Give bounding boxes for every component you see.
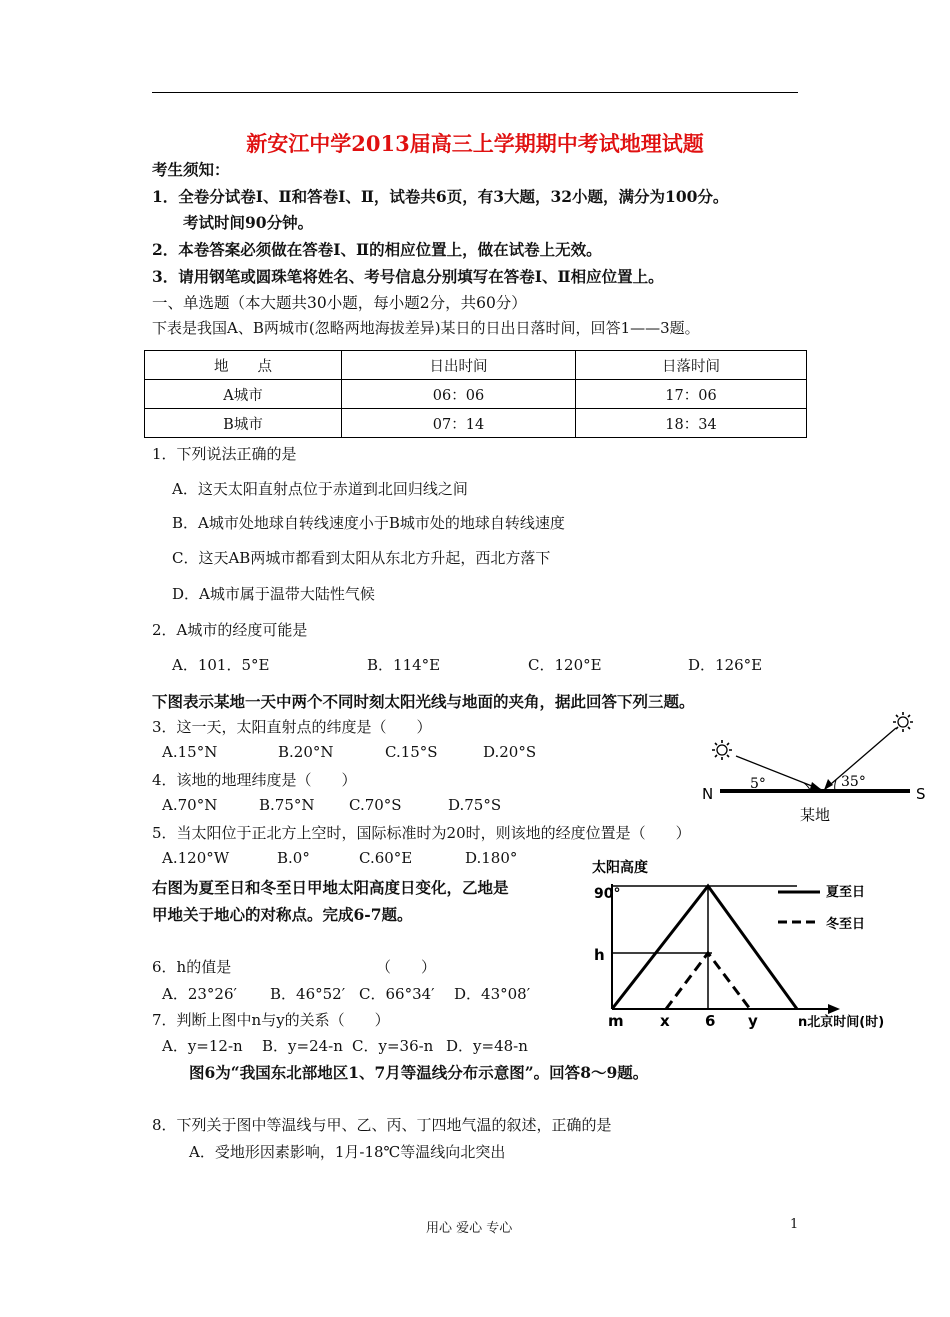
q7-option-d: D．y=48-n	[446, 1037, 528, 1055]
page-title: 新安江中学2013届高三上学期期中考试地理试题	[246, 131, 704, 156]
table-row	[145, 380, 807, 409]
q2-stem: 2．A城市的经度可能是	[152, 621, 308, 639]
notice-item-3: 3．请用钢笔或圆珠笔将姓名、考号信息分别填写在答卷Ⅰ、Ⅱ相应位置上。	[152, 267, 664, 286]
q5-option-c: C.60°E	[359, 849, 413, 867]
q1-stem: 1．下列说法正确的是	[152, 445, 297, 463]
table-row	[145, 409, 807, 438]
q1-option-d: D．A城市属于温带大陆性气候	[172, 585, 375, 603]
q4-option-b: B.75°N	[259, 796, 315, 814]
x-axis-arrowhead	[828, 1004, 840, 1014]
q6-option-c: C．66°34′	[359, 985, 435, 1003]
intro-3-line1: 右图为夏至日和冬至日甲地太阳高度日变化，乙地是	[152, 878, 509, 897]
x-tick-x: x	[660, 1012, 670, 1030]
sun-icon	[712, 740, 732, 760]
q3-option-c: C.15°S	[385, 743, 438, 761]
table-cell: 18：34	[576, 409, 807, 438]
notice-item-2: 2．本卷答案必须做在答卷Ⅰ、Ⅱ的相应位置上，做在试卷上无效。	[152, 240, 602, 259]
q5-option-a: A.120°W	[162, 849, 230, 867]
south-label: S	[916, 785, 926, 803]
q6-option-d: D．43°08′	[454, 985, 531, 1003]
q3-option-b: B.20°N	[278, 743, 334, 761]
graph-h-label: h	[594, 946, 605, 964]
solar-altitude-graph	[578, 852, 918, 1032]
table-cell: 07：14	[342, 409, 576, 438]
sun-angle-diagram	[700, 706, 940, 831]
q6-option-b: B．46°52′	[270, 985, 346, 1003]
q7-option-c: C．y=36-n	[352, 1037, 434, 1055]
ray-arrowhead	[824, 779, 833, 790]
q3-stem: 3．这一天，太阳直射点的纬度是（ ）	[152, 718, 432, 736]
q4-option-c: C.70°S	[349, 796, 402, 814]
q7-stem: 7．判断上图中n与y的关系（ ）	[152, 1011, 390, 1029]
x-tick-y: y	[748, 1012, 758, 1030]
table-cell: A城市	[145, 380, 342, 409]
table-cell: B城市	[145, 409, 342, 438]
q2-option-b: B．114°E	[367, 656, 441, 674]
north-label: N	[702, 785, 714, 803]
intro-3-line2: 甲地关于地心的对称点。完成6-7题。	[152, 905, 413, 924]
graph-xlabel: n北京时间(时)	[798, 1015, 885, 1030]
intro-2: 下图表示某地一天中两个不同时刻太阳光线与地面的夹角，据此回答下列三题。	[152, 692, 695, 711]
notice-item-1b: 考试时间90分钟。	[183, 213, 314, 232]
q4-stem: 4．该地的地理纬度是（ ）	[152, 771, 357, 789]
q4-option-d: D.75°S	[448, 796, 502, 814]
page-number: 1	[790, 1217, 799, 1232]
angle-label-5: 5°	[750, 776, 766, 792]
sun-ray-north	[736, 756, 822, 790]
table-header-row	[145, 351, 807, 380]
q8-stem: 8．下列关于图中等温线与甲、乙、丙、丁四地气温的叙述，正确的是	[152, 1116, 612, 1134]
intro-4: 图6为“我国东北部地区1、7月等温线分布示意图”。回答8～9题。	[189, 1063, 649, 1082]
q7-option-a: A．y=12-n	[162, 1037, 243, 1055]
table-header: 日落时间	[576, 351, 807, 380]
q3-option-d: D.20°S	[483, 743, 537, 761]
q3-option-a: A.15°N	[162, 743, 218, 761]
q1-option-b: B．A城市处地球自转线速度小于B城市处的地球自转线速度	[172, 514, 565, 532]
notice-heading: 考生须知：	[152, 160, 230, 179]
summer-solstice-curve	[612, 886, 797, 1009]
q6-option-a: A．23°26′	[162, 985, 237, 1003]
x-tick-6: 6	[705, 1012, 716, 1030]
q2-option-c: C．120°E	[528, 656, 602, 674]
x-tick-m: m	[608, 1012, 624, 1030]
q1-option-a: A．这天太阳直射点位于赤道到北回归线之间	[172, 480, 468, 498]
q5-option-b: B.0°	[277, 849, 310, 867]
header-rule	[152, 92, 798, 93]
graph-y-top: 90°	[594, 886, 621, 902]
q5-stem: 5．当太阳位于正北方上空时，国际标准时为20时，则该地的经度位置是（ ）	[152, 824, 691, 842]
intro-1: 下表是我国A、B两城市(忽略两地海拔差异)某日的日出日落时间，回答1——3题。	[152, 319, 700, 337]
table-header: 地 点	[145, 351, 342, 380]
notice-item-1: 1．全卷分试卷Ⅰ、Ⅱ和答卷Ⅰ、Ⅱ，试卷共6页，有3大题，32小题，满分为100分。	[152, 187, 729, 206]
q8-option-a: A．受地形因素影响，1月-18℃等温线向北突出	[189, 1143, 506, 1161]
q5-option-d: D.180°	[465, 849, 518, 867]
q6-stem: 6．h的值是	[152, 958, 232, 976]
table-header: 日出时间	[342, 351, 576, 380]
legend-winter-label: 冬至日	[826, 917, 866, 932]
q4-option-a: A.70°N	[162, 796, 218, 814]
footer-motto: 用心 爱心 专心	[426, 1221, 513, 1236]
graph-ylabel: 太阳高度	[592, 860, 648, 876]
legend-summer-label: 夏至日	[826, 885, 866, 900]
place-label: 某地	[800, 806, 831, 824]
ray-arrowhead	[810, 782, 822, 790]
table-cell: 06：06	[342, 380, 576, 409]
q1-option-c: C．这天AB两城市都看到太阳从东北方升起，西北方落下	[172, 549, 551, 567]
section-heading: 一、单选题（本大题共30小题，每小题2分，共60分）	[152, 294, 527, 312]
q7-option-b: B．y=24-n	[262, 1037, 343, 1055]
table-cell: 17：06	[576, 380, 807, 409]
q6-paren: （ ）	[376, 958, 437, 976]
q2-option-a: A．101．5°E	[172, 656, 270, 674]
sun-icon	[893, 712, 913, 732]
sunrise-sunset-table	[144, 350, 807, 438]
angle-label-35: 35°	[841, 774, 866, 790]
q2-option-d: D．126°E	[688, 656, 763, 674]
